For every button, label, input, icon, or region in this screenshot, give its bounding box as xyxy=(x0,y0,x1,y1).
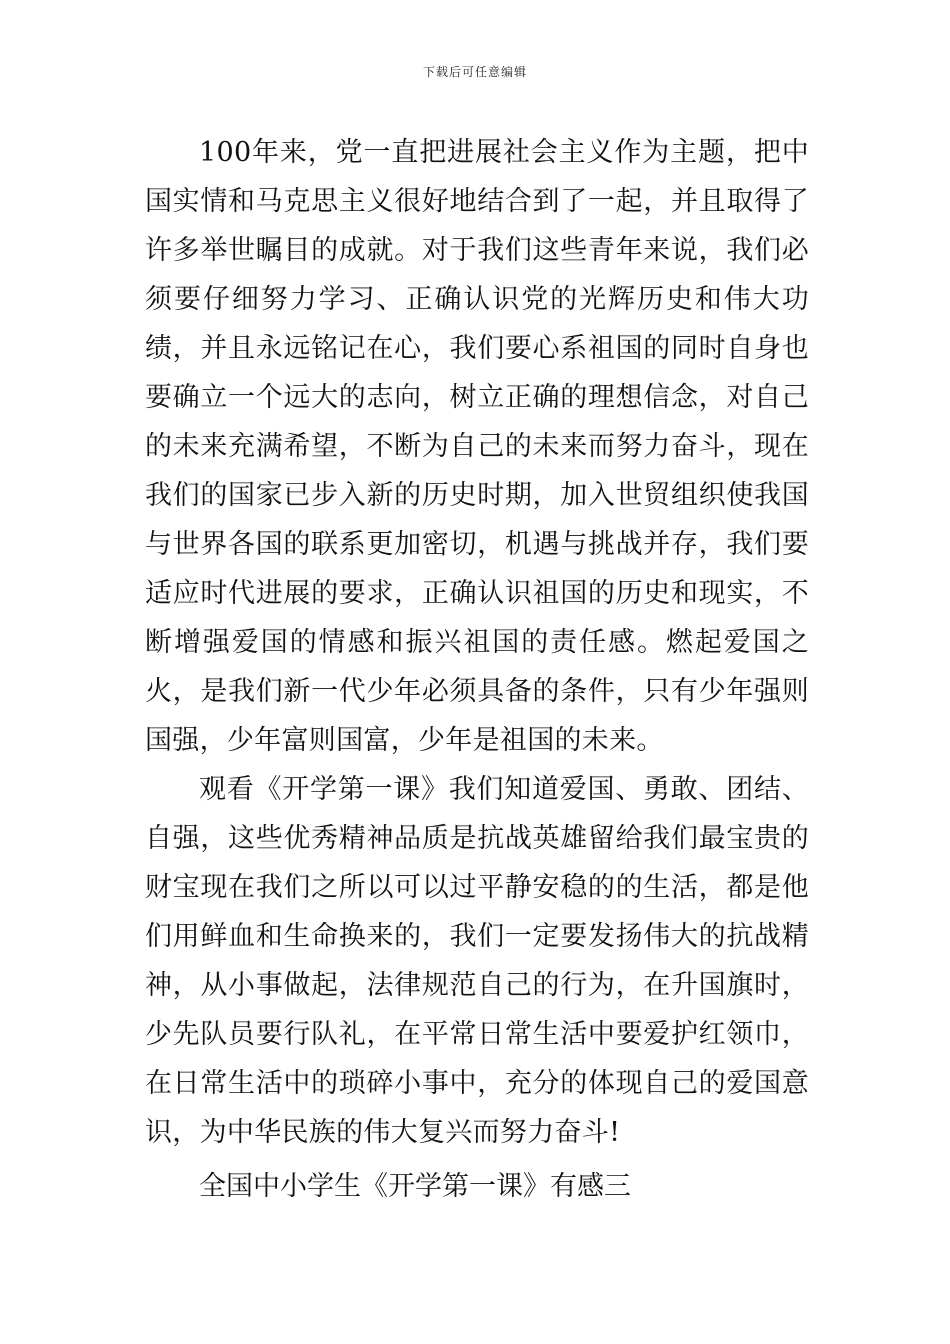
paragraph-1: 100年来，党一直把进展社会主义作为主题，把中国实情和马克思主义很好地结合到了一起，并且取得了许多举世瞩目的成就。对于我们这些青年来说，我们必须要仔细努力学习、正确认识党的光辉历史和伟大功绩，并且永远铭记在心，我们要心系祖国的同时自身也要确立一个远大的志向，树立正确的理想信念，对自己的未来充满希望，不断为自己的未来而努力奋斗，现在我们的国家已步入新的历史时期，加入世贸组织使我国与世界各国的联系更加密切，机遇与挑战并存，我们要适应时代进展的要求，正确认识祖国的历史和现实，不断增强爱国的情感和振兴祖国的责任感。燃起爱国之火，是我们新一代少年必须具备的条件，只有少年强则国强，少年富则国富，少年是祖国的未来。 xyxy=(145,137,809,756)
paragraph-2: 观看《开学第一课》我们知道爱国、勇敢、团结、自强，这些优秀精神品质是抗战英雄留给我们最宝贵的财宝现在我们之所以可以过平静安稳的的生活，都是他们用鲜血和生命换来的，我们一定要发扬伟大的抗战精神，从小事做起，法律规范自己的行为，在升国旗时，少先队员要行队礼，在平常日常生活中要爱护红领巾，在日常生活中的琐碎小事中，充分的体现自己的爱国意识，为中华民族的伟大复兴而努力奋斗! xyxy=(145,774,809,1148)
section-heading: 全国中小学生《开学第一课》有感三 xyxy=(199,1171,631,1202)
document-body xyxy=(145,128,809,1211)
page-header: 下载后可任意编辑 xyxy=(422,65,527,79)
